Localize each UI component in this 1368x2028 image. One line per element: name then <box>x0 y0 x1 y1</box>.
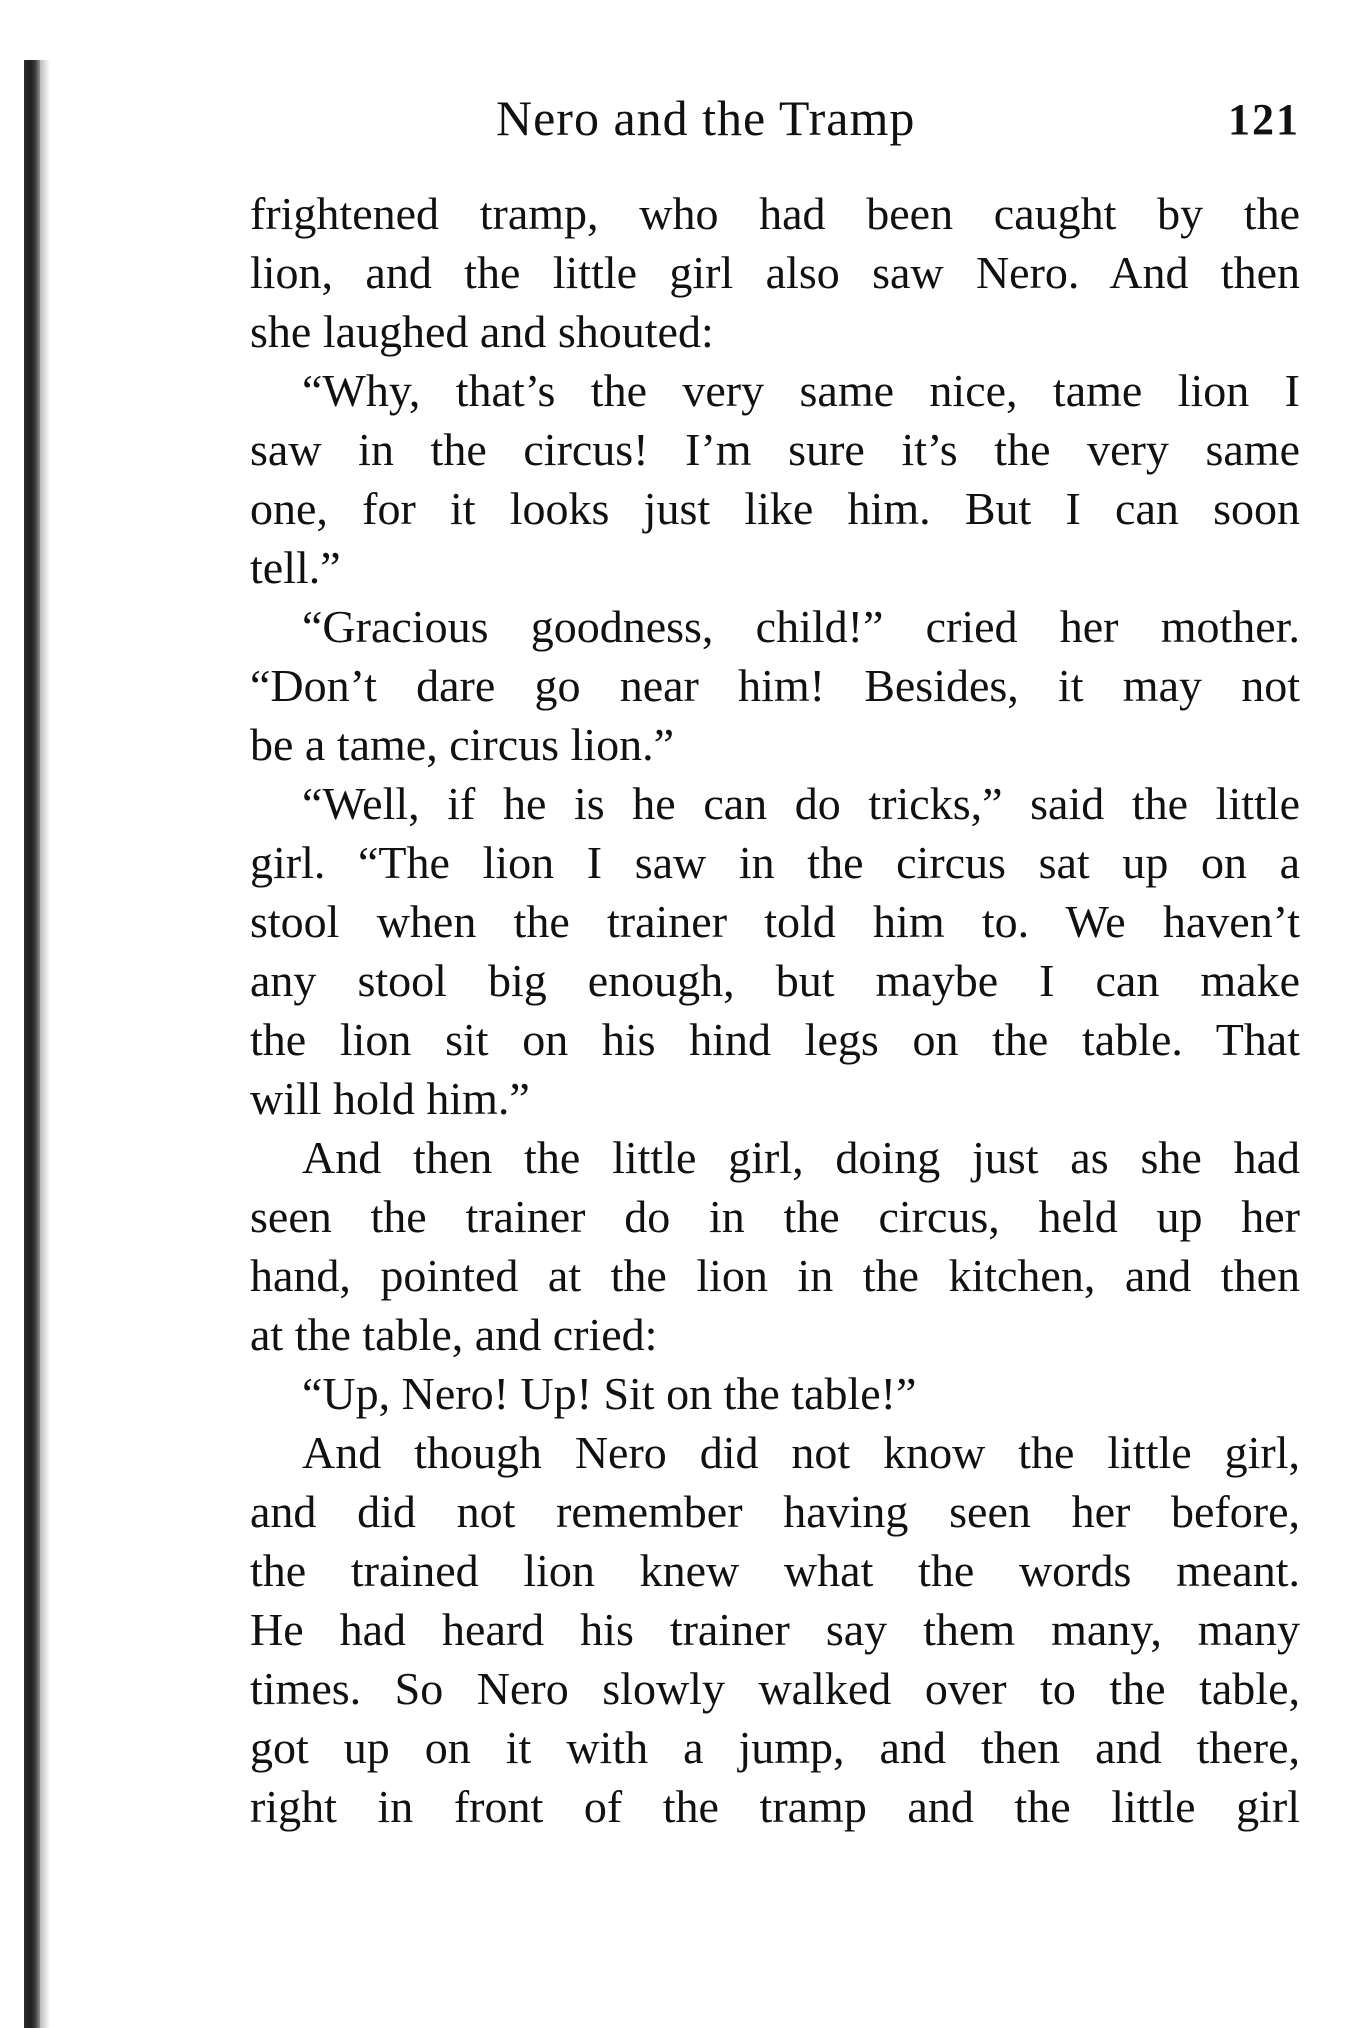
body-text <box>250 184 1300 1836</box>
text-line: she laughed and shouted: <box>250 306 714 357</box>
text-line: the trained lion knew what the words meant. <box>250 1545 1300 1596</box>
text-line: be a tame, circus lion.” <box>250 719 675 770</box>
text-line: “Don’t dare go near him! Besides, it may not <box>250 660 1300 711</box>
running-title: Nero and the Tramp <box>496 90 916 146</box>
binding-shadow <box>40 60 50 2028</box>
text-line: And though Nero did not know the little girl, <box>302 1427 1300 1478</box>
text-line: And then the little girl, doing just as she had <box>302 1132 1300 1183</box>
text-line: “Gracious goodness, child!” cried her mother. <box>302 601 1300 652</box>
text-line: lion, and the little girl also saw Nero. And then <box>250 247 1300 298</box>
text-line: at the table, and cried: <box>250 1309 658 1360</box>
binding-edge <box>24 60 40 2028</box>
text-line: the lion sit on his hind legs on the table. That <box>250 1014 1300 1065</box>
text-line: stool when the trainer told him to. We haven’t <box>250 896 1300 947</box>
text-line: He had heard his trainer say them many, many <box>250 1604 1300 1655</box>
text-line: any stool big enough, but maybe I can make <box>250 955 1300 1006</box>
text-line: “Up, Nero! Up! Sit on the table!” <box>302 1368 917 1419</box>
text-line: saw in the circus! I’m sure it’s the very same <box>250 424 1300 475</box>
running-head <box>250 88 1300 148</box>
text-line: times. So Nero slowly walked over to the table, <box>250 1663 1300 1714</box>
text-line: and did not remember having seen her before, <box>250 1486 1300 1537</box>
text-line: got up on it with a jump, and then and there, <box>250 1722 1300 1773</box>
text-line: hand, pointed at the lion in the kitchen, and then <box>250 1250 1300 1301</box>
text-line: “Well, if he is he can do tricks,” said the little <box>302 778 1300 829</box>
text-line: girl. “The lion I saw in the circus sat up on a <box>250 837 1300 888</box>
text-line: seen the trainer do in the circus, held up her <box>250 1191 1300 1242</box>
text-line: frightened tramp, who had been caught by the <box>250 188 1300 239</box>
text-line: right in front of the tramp and the little girl <box>250 1781 1300 1832</box>
text-line: one, for it looks just like him. But I can soon <box>250 483 1300 534</box>
page-number: 121 <box>1228 95 1300 144</box>
text-line: will hold him.” <box>250 1073 530 1124</box>
text-line: “Why, that’s the very same nice, tame lion I <box>302 365 1300 416</box>
text-line: tell.” <box>250 542 341 593</box>
